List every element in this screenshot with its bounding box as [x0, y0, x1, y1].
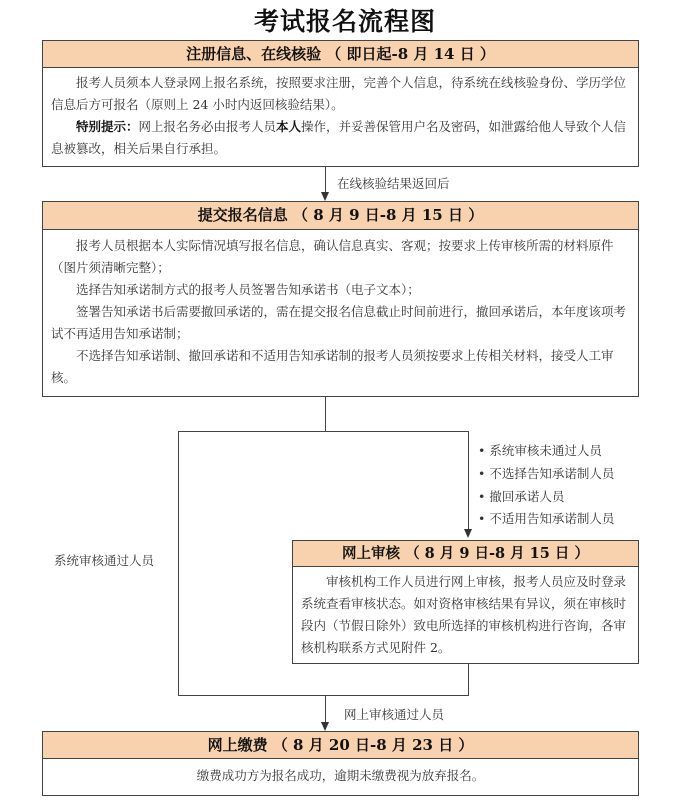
- bypass-label: 系统审核通过人员: [54, 553, 155, 568]
- notice-text-post: 操作，并妥善保管用户名及密码，如泄露给他人导致个人信息被篡改，相关后果自行承担。: [51, 119, 627, 156]
- step-register-text: 报考人员须本人登录网上报名系统，按照要求注册，完善个人信息，待系统在线核验身份、学历学位信息后方可报名（原则上 24 小时内返回核验结果）。: [51, 75, 627, 112]
- step-payment-heading: 网上缴费 （ 8 月 20 日-8 月 23 日 ）: [43, 732, 638, 759]
- step-register-notice: [51, 116, 630, 160]
- connector-label-1: 在线核验结果返回后: [337, 176, 450, 191]
- notice-label: 特别提示：: [76, 119, 139, 134]
- review-down-line: [468, 664, 469, 696]
- connector-arrow-3: [321, 722, 329, 731]
- notice-text-pre: 网上报名务必由报考人员: [138, 119, 277, 134]
- connector-line-3: [325, 696, 326, 722]
- connector-arrow-1: [321, 192, 329, 201]
- step-payment-text: 缴费成功方为报名成功，逾期未缴费视为放弃报名。: [196, 768, 485, 783]
- review-bullet-4: • 不适用告知承诺制人员: [478, 511, 615, 526]
- step-register-box: [42, 40, 639, 167]
- connector-label-3: 网上审核通过人员: [344, 707, 445, 722]
- review-arrow: [464, 529, 472, 538]
- merge-horizontal-line: [178, 695, 469, 696]
- step-register-heading: 注册信息、在线核验 （ 即日起-8 月 14 日 ）: [43, 41, 638, 68]
- branch-horizontal-top: [178, 431, 469, 432]
- review-vertical-line: [468, 431, 469, 529]
- bypass-vertical-line: [178, 431, 179, 696]
- notice-text-bold: 本人: [276, 119, 302, 134]
- connector-line-2: [325, 397, 326, 431]
- step-submit-text-2: 选择告知承诺制方式的报考人员签署告知承诺书（电子文本）；: [76, 282, 420, 297]
- step-submit-heading: 提交报名信息 （ 8 月 9 日-8 月 15 日 ）: [43, 202, 638, 230]
- connector-line-1: [325, 167, 326, 192]
- review-bullet-2: • 不选择告知承诺制人员: [478, 466, 615, 481]
- step-submit-text-1: 报考人员根据本人实际情况填写报名信息，确认信息真实、客观；按要求上传审核所需的材料原件（图片须清晰完整）；: [51, 238, 614, 275]
- step-submit-text-4: 不选择告知承诺制、撤回承诺和不适用告知承诺制的报考人员须按要求上传相关材料，接受人工审核。: [51, 348, 614, 385]
- step-submit-box: [42, 201, 639, 397]
- step-review-text: 审核机构工作人员进行网上审核，报考人员应及时登录系统查看审核状态。如对资格审核结果有异议，须在审核时段内（节假日除外）致电所选择的审核机构进行咨询，各审核机构联系方式见附件 2。: [301, 574, 627, 655]
- review-bullet-1: • 系统审核未通过人员: [478, 443, 602, 458]
- step-review-heading: 网上审核 （ 8 月 9 日-8 月 15 日 ）: [293, 541, 638, 567]
- review-bullet-3: • 撤回承诺人员: [478, 489, 565, 504]
- step-payment-box: [42, 731, 639, 796]
- step-review-box: [292, 540, 639, 664]
- step-submit-text-3: 签署告知承诺书后需要撤回承诺的，需在提交报名信息截止时间前进行，撤回承诺后，本年度该项考试不再适用告知承诺制；: [51, 304, 627, 341]
- page-title: 考试报名流程图: [253, 7, 436, 36]
